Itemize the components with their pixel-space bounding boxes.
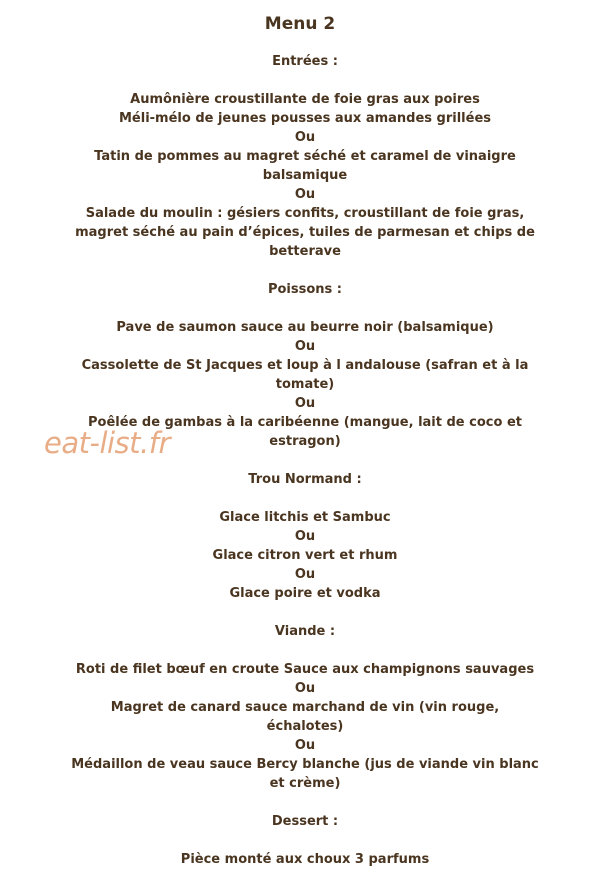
or-separator: Ou [294,396,316,411]
section-spacer [40,603,570,622]
dish-item: Magret de canard sauce marchand de vin (vin rouge, échalotes) [110,700,500,734]
dish-item: Cassolette de St Jacques et loup à l andalouse (safran et à la tomate) [81,358,529,392]
section-spacer [40,793,570,812]
dish-item: Glace poire et vodka [229,586,381,601]
or-separator: Ou [294,130,316,145]
section-spacer [40,641,570,660]
dish-item: Médaillon de veau sauce Bercy blanche (jus de viande vin blanc et crème) [71,757,539,791]
menu-body [40,52,570,888]
or-separator: Ou [294,187,316,202]
section-spacer [40,71,570,90]
section-heading: Viande : [274,624,336,639]
dish-item: Aumônière croustillante de foie gras aux poires Méli-mélo de jeunes pousses aux amandes grillées [118,92,492,126]
section-spacer [40,299,570,318]
section-heading: Trou Normand : [248,472,362,487]
section-heading: Poissons : [267,282,343,297]
section-heading: Dessert : [271,814,339,829]
section-spacer [40,869,570,888]
section-heading: Entrées : [272,54,338,69]
or-separator: Ou [294,339,316,354]
dish-item: Glace citron vert et rhum [212,548,398,563]
dish-item: Poêlée de gambas à la caribéenne (mangue, lait de coco et estragon) [88,415,522,449]
or-separator: Ou [294,567,316,582]
menu-section [40,470,570,622]
or-separator: Ou [294,529,316,544]
dish-item: Tatin de pommes au magret séché et caramel de vinaigre balsamique [94,149,516,183]
section-spacer [40,489,570,508]
menu-section [40,52,570,280]
or-separator: Ou [294,681,316,696]
menu-section [40,622,570,812]
menu-title: Menu 2 [264,14,336,34]
dish-item: Roti de filet bœuf en croute Sauce aux champignons sauvages [75,662,535,677]
dish-item: Glace litchis et Sambuc [219,510,391,525]
section-spacer [40,831,570,850]
dish-item: Salade du moulin : gésiers confits, croustillant de foie gras, magret séché au pain d’épices, tuiles de parmesan et chips de betterave [75,206,535,259]
watermark-logo: eat-list.fr [44,426,170,460]
dish-item: Pave de saumon sauce au beurre noir (balsamique) [116,320,494,335]
or-separator: Ou [294,738,316,753]
section-spacer [40,261,570,280]
menu-section [40,812,570,888]
dish-item: Pièce monté aux choux 3 parfums [180,852,430,867]
